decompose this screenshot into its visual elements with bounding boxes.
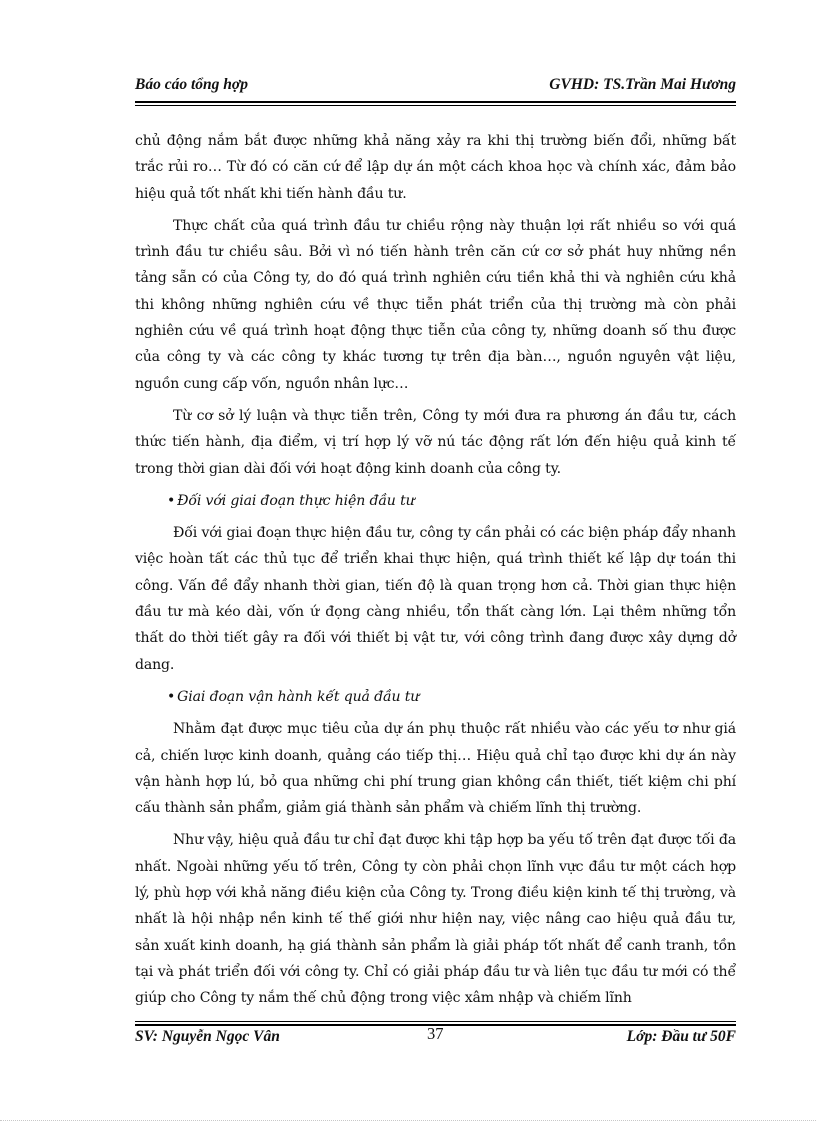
footer-student: SV: Nguyễn Ngọc Vân: [135, 1028, 280, 1045]
bullet-heading-implementation: [135, 488, 736, 514]
bullet-icon: •: [167, 492, 176, 509]
paragraph: Thực chất của quá trình đầu tư chiều rộng này thuận lợi rất nhiều so với quá trình đầu tư chiều sâu. Bởi vì nó tiến hành trên căn cứ cơ sở phát huy những nền tảng sẵn có của Công ty, do đó quá trình nghiên cứu tiền khả thi và nghiên cứu khả thi không những nghiên cứu về thực tiễn phát triển của thị trường mà còn phải nghiên cứu về quá trình hoạt động thực tiễn của công ty, những doanh số thu được của công ty và các công ty khác tương tự trên địa bàn…, nguồn nguyên vật liệu, nguồn cung cấp vốn, nguồn nhân lực…: [135, 217, 736, 392]
paragraph: Từ cơ sở lý luận và thực tiễn trên, Công ty mới đưa ra phương án đầu tư, cách thức tiến hành, địa điểm, vị trí hợp lý vỡ nú tác động rất lớn đến hiệu quả kinh tế trong thời gian dài đối với hoạt động kinh doanh của công ty.: [135, 407, 736, 477]
paragraph: Đối với giai đoạn thực hiện đầu tư, công ty cần phải có các biện pháp đẩy nhanh việc hoàn tất các thủ tục để triển khai thực hiện, quá trình thiết kế lập dự toán thi công. Vấn đề đẩy nhanh thời gian, tiến độ là quan trọng hơn cả. Thời gian thực hiện đầu tư mà kéo dài, vốn ứ đọng càng nhiều, tổn thất càng lớn. Lại thêm những tổn thất do thời tiết gây ra đối với thiết bị vật tư, với công trình đang được xây dựng dở dang.: [135, 525, 736, 673]
bullet-heading-text: Giai đoạn vận hành kết quả đầu tư: [177, 688, 420, 705]
header-report-title: Báo cáo tổng hợp: [135, 76, 248, 93]
bullet-icon: •: [167, 688, 176, 705]
header-supervisor: GVHD: TS.Trần Mai Hương: [549, 76, 736, 93]
bullet-heading-operation: [135, 684, 736, 710]
paragraph: chủ động nắm bắt được những khả năng xảy ra khi thị trường biến đổi, những bất trắc rủi ro… Từ đó có căn cứ để lập dự án một cách khoa học và chính xác, đảm bảo hiệu quả tốt nhất khi tiến hành đầu tư.: [135, 133, 736, 202]
paragraph: Như vậy, hiệu quả đầu tư chỉ đạt được khi tập hợp ba yếu tố trên đạt được tối đa nhất. Ngoài những yếu tố trên, Công ty còn phải chọn lĩnh vực đầu tư một cách hợp lý, phù hợp với khả năng điều kiện của Công ty. Trong điều kiện kinh tế thị trường, và nhất là hội nhập nền kinh tế thế giới như hiện nay, việc nâng cao hiệu quả đầu tư, sản xuất kinh doanh, hạ giá thành sản phẩm là giải pháp tốt nhất để canh tranh, tồn tại và phát triển đối với công ty. Chỉ có giải pháp đầu tư và liên tục đầu tư mới có thể giúp cho Công ty nắm thế chủ động trong việc xâm nhập và chiếm lĩnh: [135, 832, 736, 1007]
page-bottom-edge: [0, 1120, 816, 1121]
body-text: [135, 128, 736, 1018]
header-rule-thick: [135, 101, 736, 103]
page-number: 37: [427, 1024, 444, 1043]
paragraph: Nhằm đạt được mục tiêu của dự án phụ thuộc rất nhiều vào các yếu tơ như giá cả, chiến lược kinh doanh, quảng cáo tiếp thị… Hiệu quả chỉ tạo được khi dự án này vận hành hợp lú, bỏ qua những chi phí trung gian không cần thiết, tiết kiệm chi phí cấu thành sản phẩm, giảm giá thành sản phẩm và chiếm lĩnh thị trường.: [135, 721, 736, 817]
header-rule-thin: [135, 105, 736, 106]
page-footer: [135, 1024, 736, 1052]
footer-class: Lớp: Đầu tư 50F: [626, 1028, 736, 1045]
footer-rule-thin: [135, 1021, 736, 1022]
page-header: [135, 72, 736, 98]
bullet-heading-text: Đối với giai đoạn thực hiện đầu tư: [177, 492, 415, 509]
